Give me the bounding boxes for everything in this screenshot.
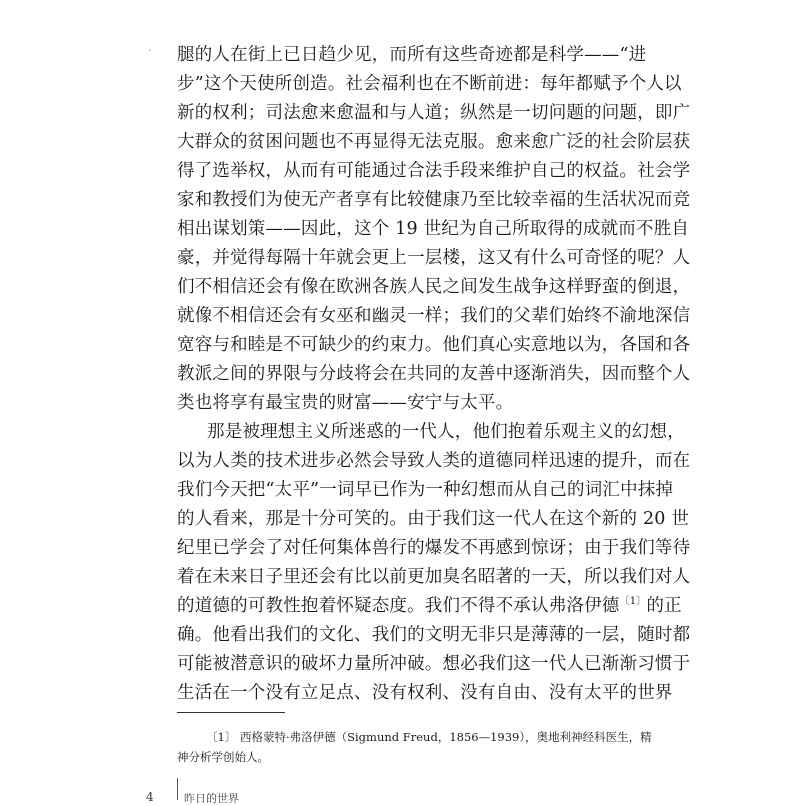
text-line: 腿的人在街上已日趋少见，而所有这些奇迹都是科学——“进 [177,45,647,65]
text-line: 可能被潜意识的破坏力量所冲破。想必我们这一代人已渐渐习惯于 [177,654,691,674]
text-line: 的人看来，那是十分可笑的。由于我们这一代人在这个新的 20 世 [177,509,690,529]
text-line: 宽容与和睦是不可缺少的约束力。他们真心实意地以为，各国和各 [177,335,691,355]
footnote-line: 神分析学创始人。 [177,750,269,764]
text-line: 以为人类的技术进步必然会导致人类的道德同样迅速的提升，而在 [177,451,691,471]
text-line: 那是被理想主义所迷惑的一代人，他们抱着乐观主义的幻想， [207,422,685,442]
text-line: 确。他看出我们的文化、我们的文明无非只是薄薄的一层，随时都 [177,625,691,645]
text-line: 类也将享有最宝贵的财富——安宁与太平。 [177,393,514,413]
footnote-line: 〔1〕 西格蒙特·弗洛伊德（Sigmund Freud，1856—1939），奥地利神经科医生，精 [206,730,652,744]
running-head: 昨日的世界 [184,792,239,805]
stray-mark: · [148,46,152,57]
text-line: 我们今天把“太平”一词早已作为一种幻想而从自己的词汇中抹掉 [177,480,674,500]
text-line: 得了选举权，从而有可能通过合法手段来维护自己的权益。社会学 [177,161,691,181]
text-line: 豪，并觉得每隔十年就会更上一层楼，这又有什么可奇怪的呢？人 [177,248,691,268]
text-line: 相出谋划策——因此，这个 19 世纪为自己所取得的成就而不胜自 [177,219,690,239]
text-line: 步”这个天使所创造。社会福利也在不断前进：每年都赋予个人以 [177,74,682,94]
text-line-with-footnote-ref [177,595,682,617]
text-line: 新的权利；司法愈来愈温和与人道；纵然是一切问题的问题，即广 [177,103,691,123]
footnote-divider [177,712,285,713]
text-line: 教派之间的界限与分歧将会在共同的友善中逐渐消失，因而整个人 [177,364,691,384]
footnote-reference[interactable]: 〔1〕 [619,596,647,607]
text-line: 大群众的贫困问题也不再显得无法克服。愈来愈广泛的社会阶层获 [177,132,691,152]
page-number: 4 [146,790,154,804]
text-line: 家和教授们为使无产者享有比较健康乃至比较幸福的生活状况而竞 [177,190,691,210]
text-fragment: 的正 [646,596,682,616]
text-line: 生活在一个没有立足点、没有权利、没有自由、没有太平的世界 [177,683,673,703]
text-line: 纪里已学会了对任何集体兽行的爆发不再感到惊讶；由于我们等待 [177,538,691,558]
text-line: 们不相信还会有像在欧洲各族人民之间发生战争这样野蛮的倒退， [177,277,691,297]
text-fragment: 的道德的可教性抱着怀疑态度。我们不得不承认弗洛伊德 [177,596,620,616]
footer-divider [177,778,178,800]
text-line: 着在未来日子里还会有比以前更加臭名昭著的一天，所以我们对人 [177,567,691,587]
text-line: 就像不相信还会有女巫和幽灵一样；我们的父辈们始终不渝地深信 [177,306,691,326]
